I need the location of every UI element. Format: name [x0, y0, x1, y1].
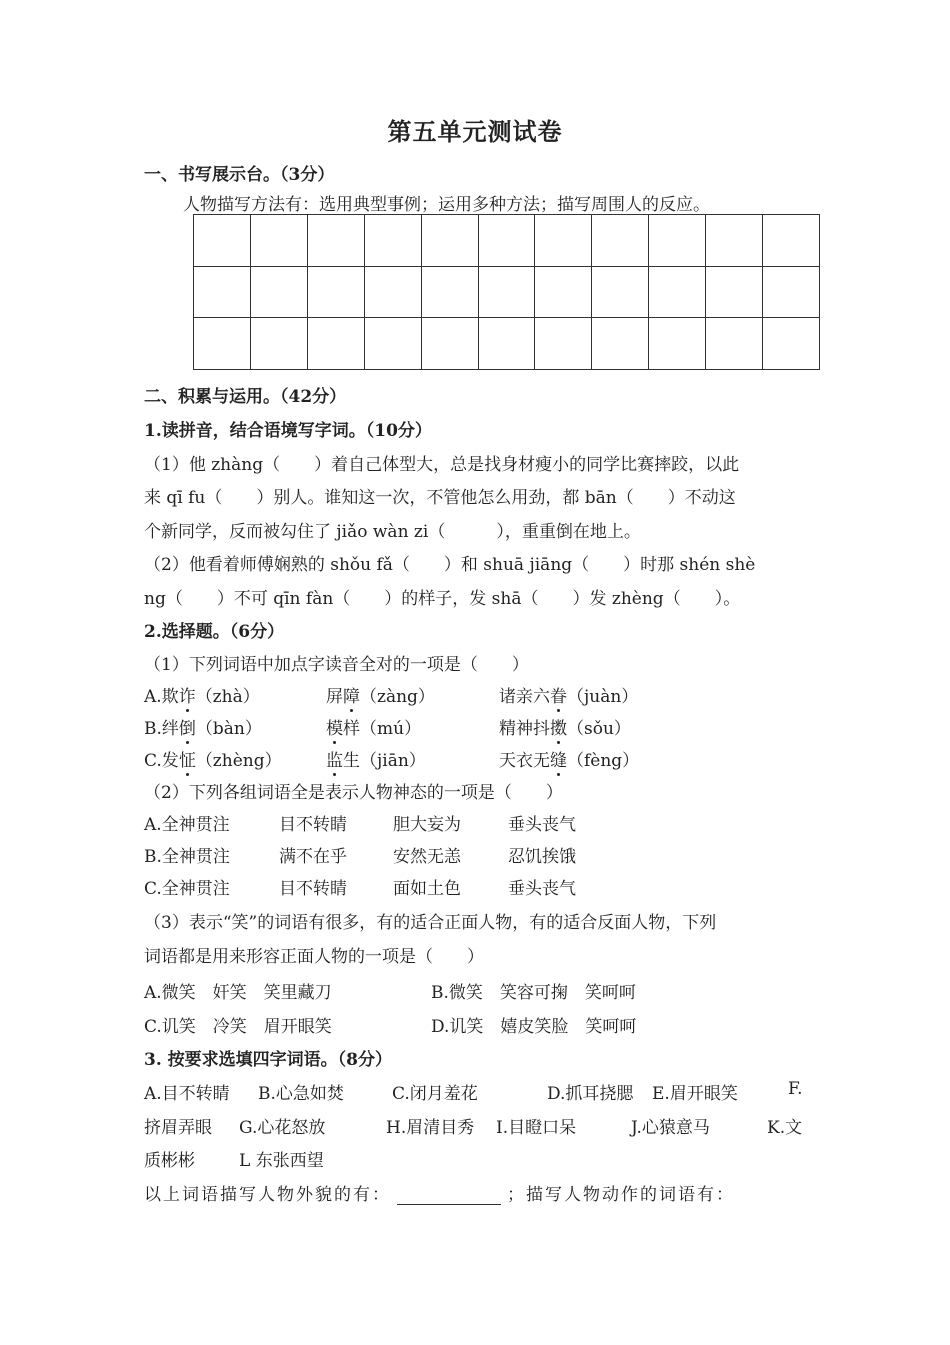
q3-word-g: G.心花怒放: [239, 1118, 326, 1138]
q3-heading: 3. 按要求选填四字词语。（8分）: [144, 1050, 392, 1070]
q2-p1-option-b-word1[interactable]: B.绊倒（bàn）: [144, 714, 262, 739]
q2-p1-option-a-word3: 诸亲六眷（juàn）: [499, 682, 638, 707]
q3-word-d: D.抓耳挠腮: [547, 1084, 634, 1104]
q2-p2-option-b-word2: 满不在乎: [279, 847, 347, 867]
q2-p1-option-a-word1[interactable]: A.欺诈（zhà）: [144, 682, 260, 707]
q1-line-1: （1）他 zhàng（ ）着自己体型大，总是找身材瘦小的同学比赛摔跤，以此: [144, 455, 740, 475]
q3-fill-label-appearance: 以上词语描写人物外貌的有：: [144, 1185, 391, 1205]
section-2-heading: 二、积累与运用。（42分）: [144, 387, 347, 407]
q1-line-5: ng（ ）不可 qīn fàn（ ）的样子，发 shā（ ）发 zhèng（ ）。: [144, 589, 741, 609]
q2-p2-option-c-word4: 垂头丧气: [508, 879, 576, 899]
q3-fill-label-action: ；描写人物动作的词语有：: [507, 1185, 735, 1205]
q2-p2-option-a-word3: 胆大妄为: [393, 815, 461, 835]
q2-p2-option-b-word4: 忍饥挨饿: [508, 847, 576, 867]
q2-p2-option-a-word4: 垂头丧气: [508, 815, 576, 835]
page-title: 第五单元测试卷: [387, 117, 563, 146]
section-1-heading: 一、书写展示台。（3分）: [144, 165, 335, 185]
q3-word-b: B.心急如焚: [258, 1084, 344, 1104]
q3-word-i: I.目瞪口呆: [496, 1118, 577, 1138]
q1-line-2: 来 qī fu（ ）别人。谁知这一次，不管他怎么用劲，都 bān（ ）不动这: [144, 488, 736, 508]
q3-word-k-prefix: K.文: [767, 1118, 803, 1138]
q3-word-e: E.眉开眼笑: [652, 1084, 738, 1104]
q2-p3-option-a[interactable]: A.微笑 奸笑 笑里藏刀: [144, 983, 332, 1003]
q3-word-j: J.心猿意马: [631, 1118, 710, 1138]
q2-p3-line-1: （3）表示“笑”的词语有很多，有的适合正面人物，有的适合反面人物，下列: [144, 913, 717, 933]
q2-p3-line-2: 词语都是用来形容正面人物的一项是（ ）: [144, 947, 484, 967]
q2-p1-option-b-word3: 精神抖擞（sǒu）: [499, 714, 631, 739]
section-1-text: 人物描写方法有：选用典型事例；运用多种方法；描写周围人的反应。: [183, 195, 710, 215]
q2-p2-option-b[interactable]: B.全神贯注: [144, 847, 230, 867]
q3-word-c: C.闭月羞花: [392, 1084, 478, 1104]
q2-p1-option-a-word2: 屏障（zàng）: [326, 682, 435, 707]
q2-p1-option-b-word2: 模样（mú）: [326, 714, 421, 739]
q2-p1-option-c-word1[interactable]: C.发怔（zhèng）: [144, 746, 282, 771]
q2-p1-stem: （1）下列词语中加点字读音全对的一项是（ ）: [144, 655, 529, 675]
q2-p2-option-a[interactable]: A.全神贯注: [144, 815, 230, 835]
q1-line-3: 个新同学，反而被勾住了 jiǎo wàn zi（ ），重重倒在地上。: [144, 522, 641, 542]
q2-p3-option-d[interactable]: D.讥笑 嬉皮笑脸 笑呵呵: [431, 1017, 637, 1037]
q2-p2-option-a-word2: 目不转睛: [279, 815, 347, 835]
q3-word-f-prefix: F.: [788, 1079, 803, 1099]
q2-p3-option-b[interactable]: B.微笑 笑容可掬 笑呵呵: [431, 983, 636, 1003]
q1-heading: 1.读拼音，结合语境写字词。（10分）: [144, 421, 432, 441]
q3-word-l: L 东张西望: [239, 1151, 324, 1171]
q2-p1-option-c-word2: 监生（jiān）: [326, 746, 426, 771]
q3-word-a: A.目不转睛: [144, 1084, 230, 1104]
q1-line-4: （2）他看着师傅娴熟的 shǒu fǎ（ ）和 shuā jiāng（ ）时那 shén shè: [144, 555, 756, 575]
q2-p2-stem: （2）下列各组词语全是表示人物神态的一项是（ ）: [144, 783, 563, 803]
q2-p3-option-c[interactable]: C.讥笑 冷笑 眉开眼笑: [144, 1017, 332, 1037]
q2-p2-option-c-word2: 目不转睛: [279, 879, 347, 899]
q3-word-k: 质彬彬: [144, 1151, 195, 1171]
q2-p2-option-b-word3: 安然无恙: [393, 847, 461, 867]
writing-grid[interactable]: [193, 214, 820, 370]
q3-word-f: 挤眉弄眼: [144, 1118, 212, 1138]
q2-p2-option-c-word3: 面如土色: [393, 879, 461, 899]
q2-p2-option-c[interactable]: C.全神贯注: [144, 879, 230, 899]
q3-fill-line: [144, 1180, 735, 1205]
q2-heading: 2.选择题。（6分）: [144, 622, 285, 642]
q2-p1-option-c-word3: 天衣无缝（fèng）: [499, 746, 639, 771]
q3-word-h: H.眉清目秀: [386, 1118, 475, 1138]
q3-answer-blank-appearance[interactable]: [397, 1190, 501, 1205]
